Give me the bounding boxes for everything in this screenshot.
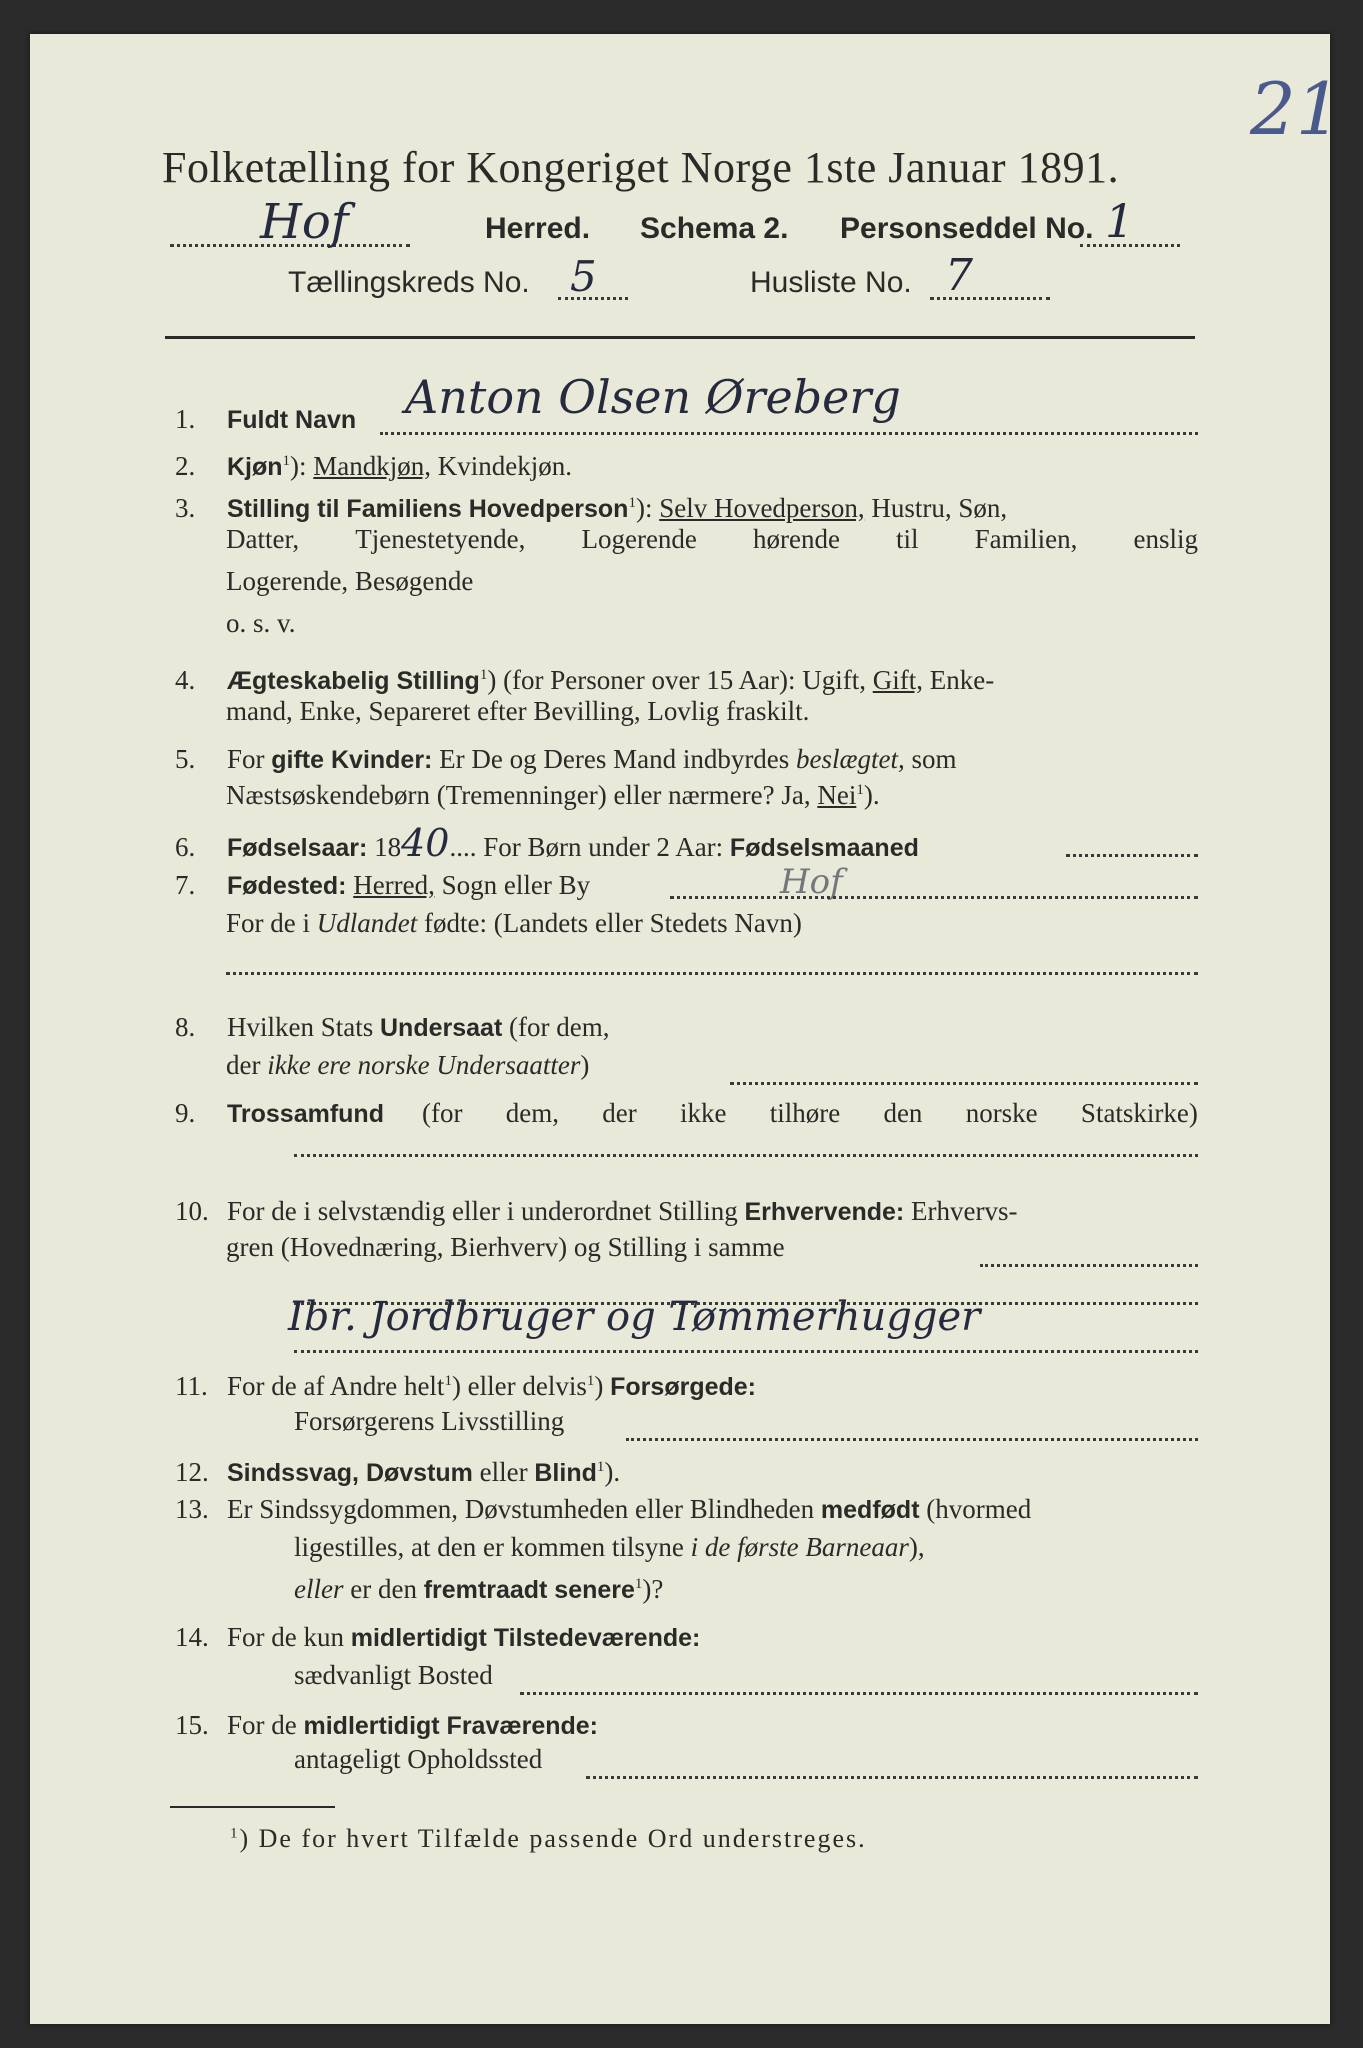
q14: 14. For de kun midlertidigt Tilstedeværende: [175,1622,701,1652]
page-number-text: 21 [1250,67,1342,151]
herred-value: Hof [260,194,349,250]
q9-text: (for dem, der ikke tilhøre den norske Statskirke) [422,1098,1198,1128]
q15-label: midlertidigt Fraværende: [303,1712,598,1740]
q1 [175,398,356,441]
q13: 13. Er Sindssygdommen, Døvstumheden eller Blindheden medfødt (hvormed [175,1494,1032,1524]
q2-selected: Mandkjøn, [313,451,432,481]
q14-dotline [520,1692,1198,1695]
page-number [1240,64,1350,154]
q15-line2: antageligt Opholdssted [294,1744,543,1774]
form-title: Folketælling for Kongeriget Norge 1ste Januar 1891. [162,143,1120,192]
q2-label: Kjøn [227,453,283,481]
footnote-rule [170,1806,335,1808]
kreds-label: Tællingskreds No. [288,266,530,299]
husliste-label: Husliste No. [750,266,912,299]
q11: 11. For de af Andre helt$^1$) eller delvis$^1$) Forsørgede: [175,1371,756,1401]
q2: 2. Kjøn$^1$): Mandkjøn, Kvindekjøn. [175,451,573,481]
q10-line4-dotline [294,1350,1198,1353]
q7: 7. Fødested: Herred, Sogn eller By [175,870,591,900]
q9-label: Trossamfund [227,1100,384,1128]
q1-label: Fuldt Navn [227,406,357,434]
q1-value: Anton Olsen Øreberg [405,370,901,424]
personseddel-label: Personseddel No. [840,212,1094,245]
schema-label: Schema 2. [640,212,789,245]
q13-label: medfødt [820,1496,920,1524]
q9: 9. Trossamfund [175,1098,384,1128]
q5-label: gifte Kvinder: [271,746,433,774]
q7-label: Fødested: [227,872,347,900]
q7-selected: Herred, [353,870,435,900]
q13-line2: ligestilles, at den er kommen tilsyne i de første Barneaar), [294,1532,925,1562]
q7-line3-dotline [226,972,1198,975]
q10: 10. For de i selvstændig eller i underordnet Stilling Erhvervende: Erhvervs- [175,1196,1018,1226]
q12-label: Sindssvag, Døvstum [227,1459,473,1487]
q3-label: Stilling til Familiens Hovedperson [227,495,629,523]
q6-value: 40 [401,821,450,865]
q14-line2: sædvanligt Bosted [294,1660,493,1690]
q5-selected: Nei [817,780,857,810]
q3: 3. Stilling til Familiens Hovedperson$^1$): Selv Hovedperson, Hustru, Søn, [175,493,1008,523]
q6-dotline [1066,854,1198,857]
q11-dotline [626,1438,1198,1441]
q11-line2: Forsørgerens Livsstilling [294,1406,565,1436]
header-rule [165,336,1195,339]
q11-label: Forsørgede: [610,1373,756,1401]
q4-line2: mand, Enke, Separeret efter Bevilling, Lovlig fraskilt. [226,696,810,726]
q1-dotline [380,432,1198,435]
q8-dotline [730,1082,1198,1085]
q7-value: Hof [780,862,843,902]
q4-label: Ægteskabelig Stilling [227,667,480,695]
q10-dotline [980,1264,1198,1267]
personseddel-value: 1 [1105,194,1135,248]
q12: 12. Sindssvag, Døvstum eller Blind$^1$). [175,1457,621,1487]
q2-option: Kvindekjøn. [437,451,573,481]
q6: 6. Fødselsaar: 1840.... For Børn under 2 Aar: Fødselsmaaned [175,821,919,865]
q8-line2: der ikke ere norske Undersaatter) [226,1050,590,1080]
q4: 4. Ægteskabelig Stilling$^1$) (for Personer over 15 Aar): Ugift, Gift, Enke- [175,665,995,695]
q3-line3: Logerende, Besøgende [226,566,474,596]
q3-line2: Datter, Tjenestetyende, Logerende hørende til Familien, enslig [226,524,1198,554]
q13-line3: eller er den fremtraadt senere$^1$)? [294,1574,664,1604]
kreds-value: 5 [570,252,597,301]
q1-num: 1. [175,404,196,434]
husliste-value: 7 [945,250,973,301]
q10-label: Erhvervende: [744,1198,905,1226]
q10-line2: gren (Hovednæring, Bierhverv) og Stilling i samme [226,1232,785,1262]
q4-selected: Gift, [872,665,923,695]
q15-dotline [586,1776,1198,1779]
q6-label: Fødselsaar: [227,834,368,862]
q7-line2: For de i Udlandet fødte: (Landets eller Stedets Navn) [226,908,802,938]
q15: 15. For de midlertidigt Fraværende: [175,1710,598,1740]
q7-dotline [670,896,1198,899]
q8: 8. Hvilken Stats Undersaat (for dem, [175,1012,610,1042]
q3-line4: o. s. v. [226,608,296,638]
q9-dotline [294,1154,1198,1157]
q8-label: Undersaat [380,1014,503,1042]
herred-label: Herred. [485,212,591,245]
footnote: $^1$) De for hvert Tilfælde passende Ord understreges. [230,1824,867,1853]
q3-selected: Selv Hovedperson, [659,493,865,523]
q14-label: midlertidigt Tilstedeværende: [350,1624,701,1652]
q10-value: Ibr. Jordbruger og Tømmerhugger [288,1294,981,1340]
census-form [30,34,1342,2024]
q5-line2: Næstsøskendebørn (Tremenninger) eller nærmere? Ja, Nei$^1$). [226,780,880,810]
q5: 5. For gifte Kvinder: Er De og Deres Mand indbyrdes beslægtet, som [175,744,957,774]
